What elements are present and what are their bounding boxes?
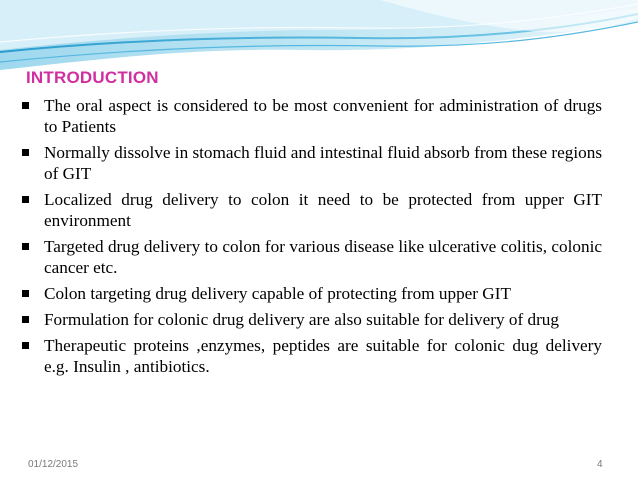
square-bullet-icon bbox=[22, 243, 29, 250]
bullet-text: Therapeutic proteins ,enzymes, peptides are suitable for colonic dug delivery e.g. Insulin , antibiotics. bbox=[44, 336, 602, 376]
bullet-item bbox=[20, 189, 602, 231]
square-bullet-icon bbox=[22, 196, 29, 203]
square-bullet-icon bbox=[22, 342, 29, 349]
bullet-text: The oral aspect is considered to be most convenient for administration of drugs to Patients bbox=[44, 96, 602, 136]
slide-title: INTRODUCTION bbox=[26, 68, 159, 87]
footer-page-number: 4 bbox=[597, 459, 603, 470]
bullet-item bbox=[20, 283, 602, 304]
square-bullet-icon bbox=[22, 149, 29, 156]
bullet-item bbox=[20, 236, 602, 278]
bullet-text: Formulation for colonic drug delivery are also suitable for delivery of drug bbox=[44, 310, 559, 329]
bullet-item bbox=[20, 309, 602, 330]
bullet-item bbox=[20, 335, 602, 377]
bullet-list bbox=[20, 95, 602, 382]
footer-date: 01/12/2015 bbox=[28, 459, 79, 470]
bullet-text: Targeted drug delivery to colon for various disease like ulcerative colitis, colonic cancer etc. bbox=[44, 237, 602, 277]
square-bullet-icon bbox=[22, 102, 29, 109]
bullet-text: Colon targeting drug delivery capable of protecting from upper GIT bbox=[44, 284, 511, 303]
square-bullet-icon bbox=[22, 290, 29, 297]
bullet-text: Normally dissolve in stomach fluid and intestinal fluid absorb from these regions of GIT bbox=[44, 143, 603, 183]
bullet-item bbox=[20, 142, 602, 184]
bullet-text: Localized drug delivery to colon it need to be protected from upper GIT environment bbox=[44, 190, 602, 230]
square-bullet-icon bbox=[22, 316, 29, 323]
bullet-item bbox=[20, 95, 602, 137]
